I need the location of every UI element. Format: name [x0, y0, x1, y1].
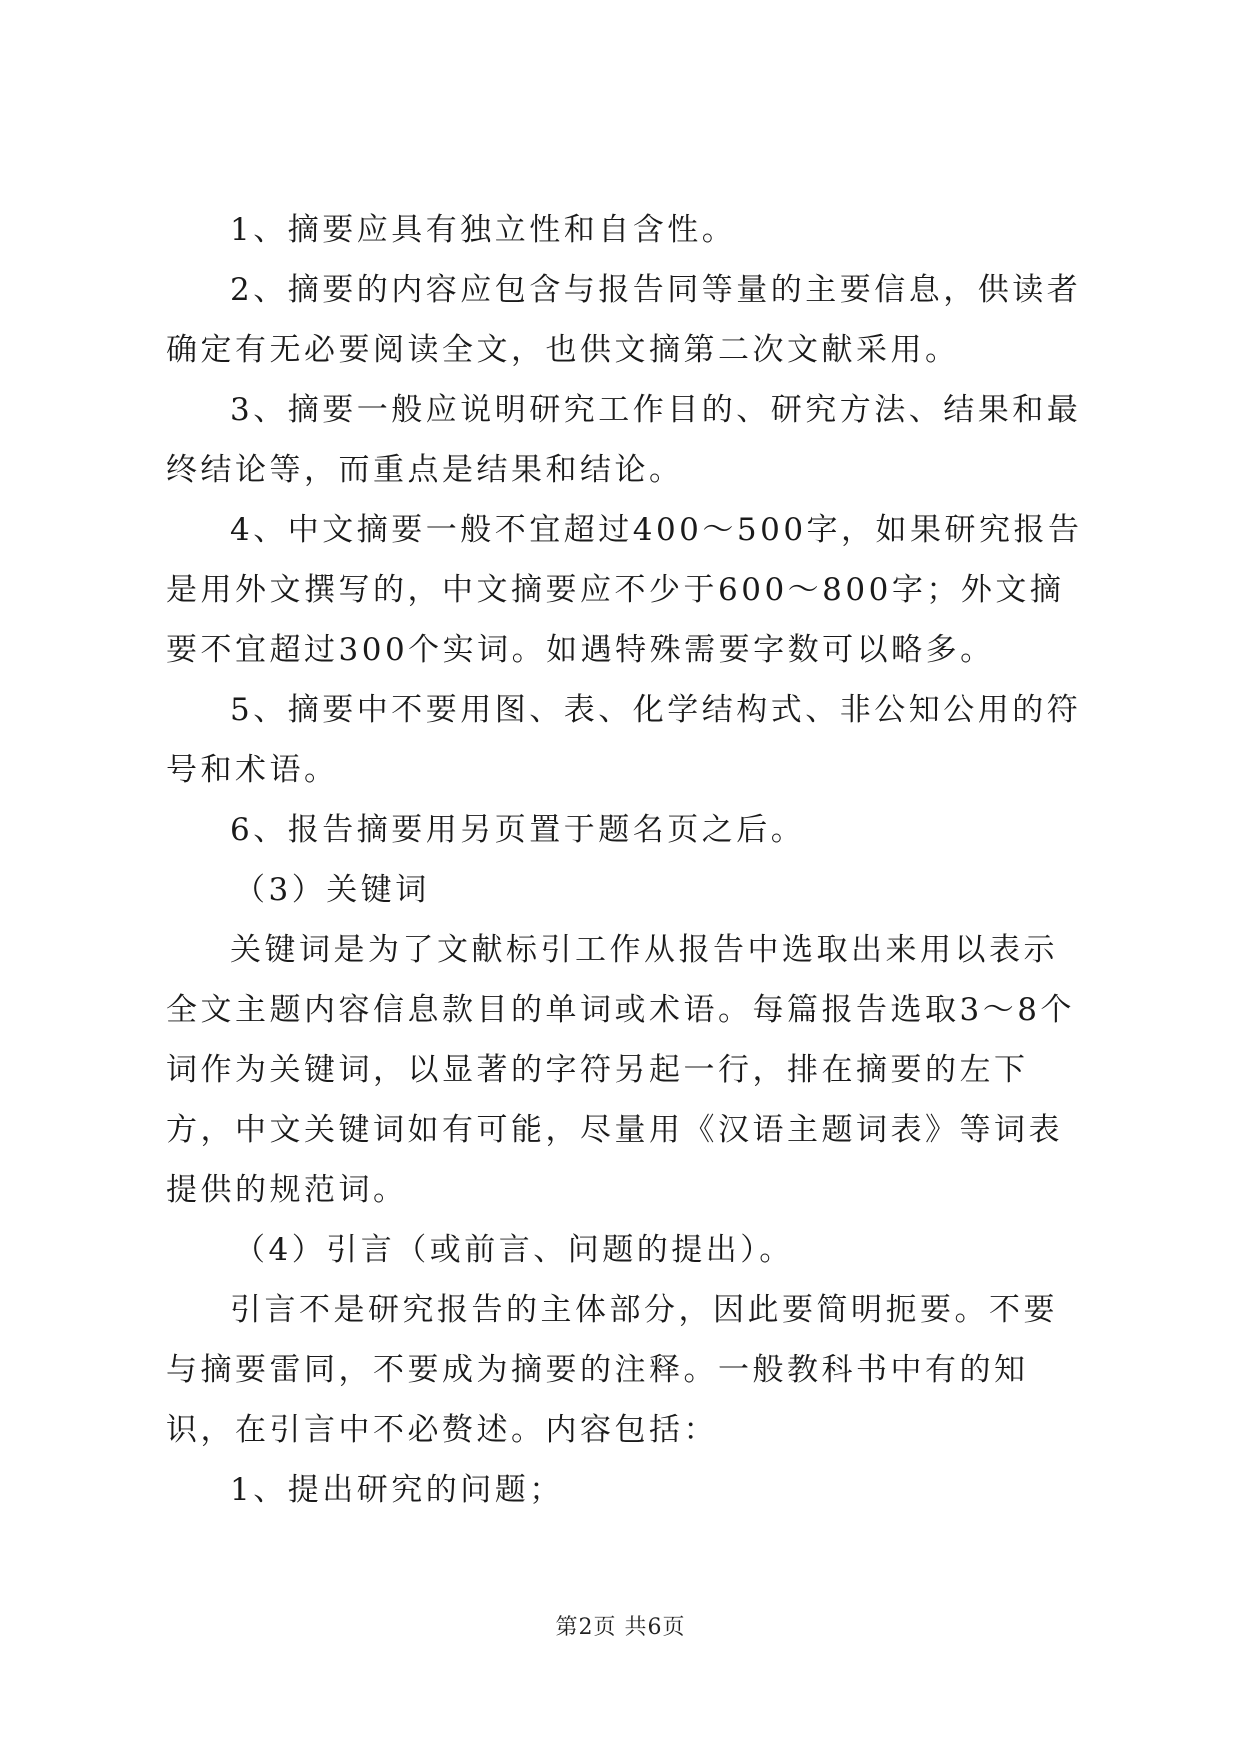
section-heading-introduction: （4）引言（或前言、问题的提出）。	[234, 1232, 794, 1268]
section-heading-keywords: （3）关键词	[234, 872, 430, 908]
paragraph-abstract-point-3: 3、摘要一般应说明研究工作目的、研究方法、结果和最终结论等，而重点是结果和结论。	[166, 392, 1082, 488]
paragraph-introduction: 引言不是研究报告的主体部分，因此要简明扼要。不要与摘要雷同，不要成为摘要的注释。一般教科书中有的知识，在引言中不必赘述。内容包括：	[166, 1292, 1058, 1448]
paragraph-abstract-point-2: 2、摘要的内容应包含与报告同等量的主要信息，供读者确定有无必要阅读全文，也供文摘第二次文献采用。	[166, 272, 1082, 368]
paragraph-abstract-point-4: 4、中文摘要一般不宜超过400～500字，如果研究报告是用外文撰写的，中文摘要应不少于600～800字；外文摘要不宜超过300个实词。如遇特殊需要字数可以略多。	[166, 512, 1083, 668]
document-body	[166, 200, 1086, 1520]
paragraph-introduction-point-1: 1、提出研究的问题；	[230, 1472, 564, 1508]
paragraph-abstract-point-5: 5、摘要中不要用图、表、化学结构式、非公知公用的符号和术语。	[166, 692, 1082, 788]
page-number-footer: 第2页 共6页	[555, 1615, 686, 1640]
paragraph-keywords: 关键词是为了文献标引工作从报告中选取出来用以表示全文主题内容信息款目的单词或术语。每篇报告选取3～8个词作为关键词，以显著的字符另起一行，排在摘要的左下方，中文关键词如有可能，尽量用《汉语主题词表》等词表提供的规范词。	[166, 932, 1075, 1208]
paragraph-abstract-point-1: 1、摘要应具有独立性和自含性。	[230, 212, 737, 248]
paragraph-abstract-point-6: 6、报告摘要用另页置于题名页之后。	[230, 812, 806, 848]
